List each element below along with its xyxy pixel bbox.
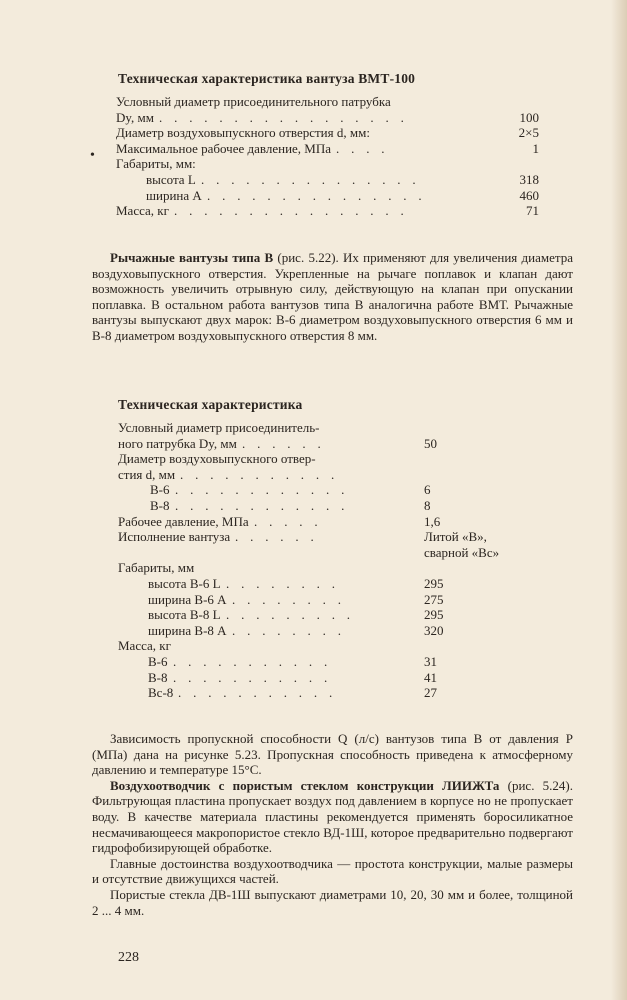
lever-spec-label: В-8 <box>148 669 168 685</box>
lever-spec-value: 320 <box>424 622 444 638</box>
lever-spec-label: высота В-8 L <box>148 607 221 623</box>
lever-spec-value: сварной «Вс» <box>424 544 500 560</box>
vmt100-spec-row <box>116 110 539 126</box>
lever-spec-label: ного патрубка Dy, мм <box>118 435 237 451</box>
lever-spec-value: 295 <box>424 575 444 591</box>
paragraph-throughput: Зависимость пропускной способности Q (л/с) вантузов типа В от давления P (МПа) дана на рисунке 5.23. Пропускная способность приведена к атмосферному давлению и температуре 15°С. <box>92 731 573 778</box>
lever-spec-leader-dots: . . . . . . . . <box>226 575 340 591</box>
lever-spec-label: Габариты, мм <box>118 560 195 576</box>
vmt100-spec-label: высота L <box>146 171 196 187</box>
vmt100-spec-value: 1 <box>532 140 539 156</box>
lever-spec-label: Исполнение вантуза <box>118 529 231 545</box>
lever-spec-row <box>118 592 538 608</box>
vmt100-spec-value: 100 <box>519 109 539 125</box>
section1-title: Техническая характеристика вантуза ВМТ-100 <box>118 71 416 86</box>
lever-spec-label: Вс-8 <box>148 685 174 701</box>
vmt100-spec-leader-dots: . . . . <box>336 140 389 156</box>
lever-spec-label: ширина В-8 A <box>148 622 227 638</box>
lever-spec-label: В-6 <box>150 482 170 498</box>
lever-spec-row <box>118 545 538 561</box>
vmt100-spec-label: Dy, мм <box>116 109 154 125</box>
lever-spec-row <box>118 560 538 576</box>
vmt100-spec-label: ширина A <box>146 187 202 203</box>
lever-spec-leader-dots: . . . . . . . . . . . . <box>175 497 349 513</box>
vmt100-spec-row <box>116 125 539 141</box>
lever-spec-label: Диаметр воздуховыпускного отвер- <box>118 451 316 467</box>
lever-spec-row <box>118 529 538 545</box>
lever-spec-leader-dots: . . . . . . . . <box>232 622 346 638</box>
lever-spec-label: ширина В-6 A <box>148 591 227 607</box>
vmt100-spec-row <box>116 188 539 204</box>
lever-spec-label: В-6 <box>148 653 168 669</box>
lever-spec-value: 31 <box>424 653 437 669</box>
lever-spec-row <box>118 623 538 639</box>
spec-table-lever <box>118 420 538 701</box>
vmt100-spec-leader-dots: . . . . . . . . . . . . . . . <box>201 171 420 187</box>
lever-spec-leader-dots: . . . . . . . . . . . <box>178 685 337 701</box>
lever-spec-leader-dots: . . . . . . . . . <box>226 607 355 623</box>
lever-spec-row <box>118 576 538 592</box>
lever-spec-leader-dots: . . . . . . . . . . . . <box>175 482 349 498</box>
paragraph-body <box>92 731 573 918</box>
lever-spec-value: 8 <box>424 497 431 513</box>
paragraph3-rest: (рис. 5.24). Фильтрующая пластина пропускает воздух под давлением в корпусе но не пропускает воду. В качестве материала пластины рекомендуется применять боросиликатное несмачивающееся макропористое стекло ВД-1Ш, которое предварительно подвергают гидрофобизирующей обработке. <box>92 777 573 856</box>
lever-spec-label: стия d, мм <box>118 466 176 482</box>
lever-spec-value: 275 <box>424 591 444 607</box>
vmt100-spec-label: Габариты, мм: <box>116 156 196 172</box>
section2-title: Техническая характеристика <box>118 397 303 412</box>
lever-spec-leader-dots: . . . . . . <box>235 529 319 545</box>
vmt100-spec-row <box>116 94 539 110</box>
lever-spec-row <box>118 498 538 514</box>
lever-spec-leader-dots: . . . . . . . . . . . <box>173 653 332 669</box>
paragraph1-rest: (рис. 5.22). Их применяют для увеличения диаметра воздуховыпускного отверстия. Укрепленные на рычаге поплавок и клапан дают возможность увеличить отрывную силу, действующую на клапан при опускании поплавка. В остальном работа вантузов типа В аналогична работе ВМТ. Рычажные вантузы выпускают двух марок: В-6 диаметром воздуховыпускного отверстия 6 мм и В-8 диаметром воздуховыпускного отверстия 8 мм. <box>92 250 573 343</box>
lever-spec-row <box>118 436 538 452</box>
lever-spec-leader-dots: . . . . . . . . <box>232 591 346 607</box>
vmt100-spec-row <box>116 172 539 188</box>
lever-spec-row <box>118 685 538 701</box>
page-number: 228 <box>118 950 139 965</box>
vmt100-spec-value: 2×5 <box>518 125 539 141</box>
lever-spec-label: высота В-6 L <box>148 575 221 591</box>
paragraph-advantages: Главные достоинства воздухоотводчика — простота конструкции, малые размеры и отсутствие движущихся частей. <box>92 855 573 887</box>
lever-spec-value: 295 <box>424 607 444 623</box>
lever-spec-row <box>118 420 538 436</box>
lever-spec-row <box>118 654 538 670</box>
lever-spec-leader-dots: . . . . . . . . . . . <box>173 669 332 685</box>
vmt100-spec-label: Условный диаметр присоединительного патрубка <box>116 94 391 109</box>
vmt100-spec-value: 318 <box>519 171 539 187</box>
vmt100-spec-row <box>116 156 539 172</box>
lever-spec-row <box>118 514 538 530</box>
vmt100-spec-label: Максимальное рабочее давление, МПа <box>116 140 332 156</box>
page-edge-shadow <box>611 0 627 1000</box>
lever-spec-label: Рабочее давление, МПа <box>118 513 249 529</box>
margin-mark: • <box>90 148 95 163</box>
paragraph-lever-vantuz <box>92 250 573 344</box>
lever-spec-label: В-8 <box>150 497 170 513</box>
lever-spec-value: 41 <box>424 669 437 685</box>
vmt100-spec-label: Диаметр воздуховыпускного отверстия d, мм: <box>116 125 370 141</box>
lever-spec-value: Литой «В», <box>424 529 487 545</box>
vmt100-spec-leader-dots: . . . . . . . . . . . . . . . <box>207 187 426 203</box>
lever-spec-value: 50 <box>424 435 437 451</box>
lever-spec-row <box>118 482 538 498</box>
vmt100-spec-label: Масса, кг <box>116 203 169 219</box>
vmt100-spec-value: 460 <box>519 187 539 203</box>
lever-spec-row <box>118 467 538 483</box>
lever-spec-row <box>118 638 538 654</box>
lever-spec-leader-dots: . . . . . <box>254 513 322 529</box>
vmt100-spec-row <box>116 203 539 219</box>
spec-table-vmt100 <box>116 94 539 219</box>
lever-spec-label: Условный диаметр присоединитель- <box>118 420 320 435</box>
vmt100-spec-value: 71 <box>526 203 539 219</box>
paragraph-porous-glass: Пористые стекла ДВ-1Ш выпускают диаметрами 10, 20, 30 мм и более, толщиной 2 ... 4 мм. <box>92 886 573 918</box>
lever-spec-row <box>118 451 538 467</box>
lever-spec-value: 27 <box>424 685 437 701</box>
vmt100-spec-row <box>116 141 539 157</box>
paragraph3-lead: Воздухоотводчик с пористым стеклом конструкции ЛИИЖТа <box>110 777 500 793</box>
lever-spec-value: 1,6 <box>424 513 441 529</box>
vmt100-spec-leader-dots: . . . . . . . . . . . . . . . . . <box>159 109 409 125</box>
vmt100-spec-leader-dots: . . . . . . . . . . . . . . . . <box>174 203 409 219</box>
paragraph1-lead: Рычажные вантузы типа В <box>110 250 274 265</box>
lever-spec-value: 6 <box>424 482 431 498</box>
lever-spec-row <box>118 607 538 623</box>
lever-spec-leader-dots: . . . . . . <box>242 435 326 451</box>
lever-spec-leader-dots: . . . . . . . . . . . <box>180 466 339 482</box>
lever-spec-row <box>118 670 538 686</box>
lever-spec-label: Масса, кг <box>118 638 171 654</box>
